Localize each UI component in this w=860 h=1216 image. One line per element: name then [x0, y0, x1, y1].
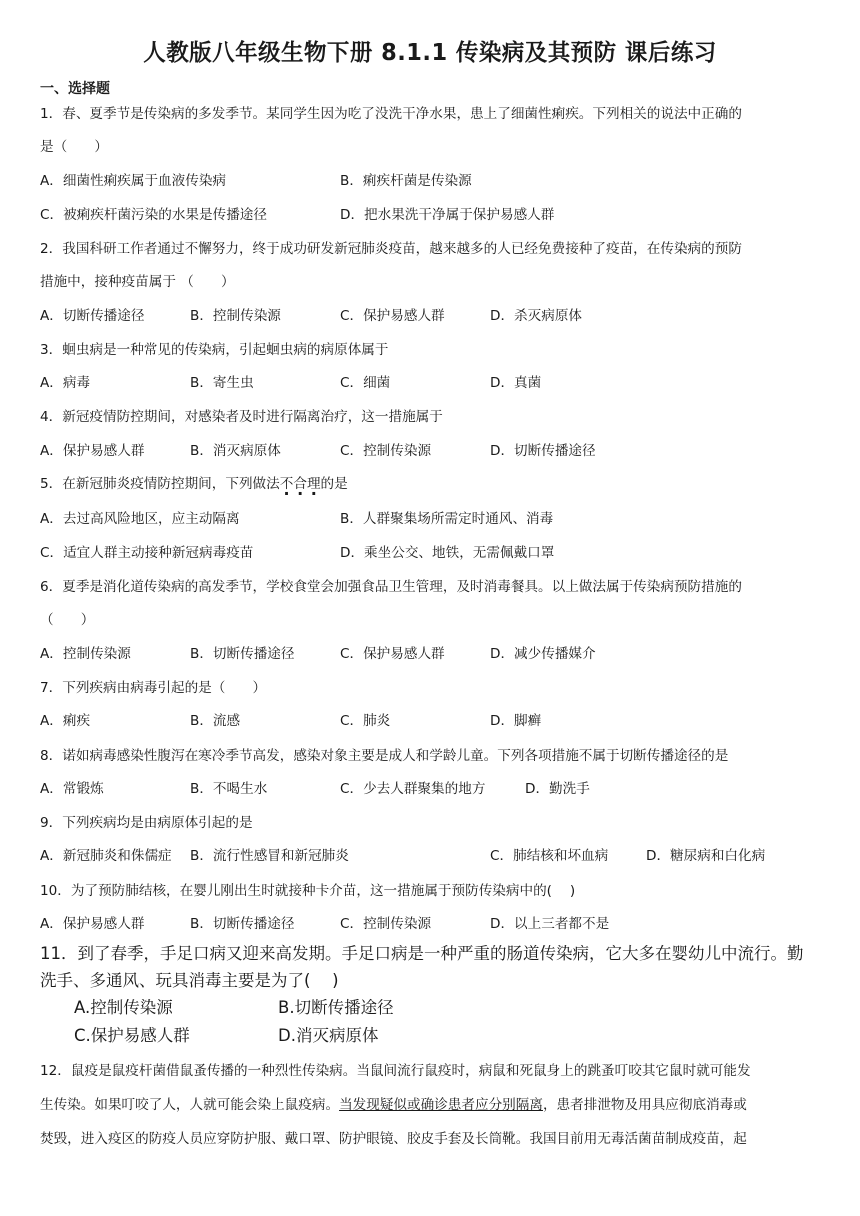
- emphasis-char: 理: [306, 476, 321, 492]
- question-11-option-d[interactable]: D.消灭病原体: [278, 1026, 379, 1045]
- question-9-stem: 9．下列疾病均是由病原体引起的是: [40, 815, 253, 831]
- question-1-option-b[interactable]: B．痢疾杆菌是传染源: [340, 173, 472, 189]
- question-9-option-d[interactable]: D．糖尿病和白化病: [646, 848, 766, 864]
- question-10-option-c[interactable]: C．控制传染源: [340, 916, 432, 932]
- question-10-option-a[interactable]: A．保护易感人群: [40, 916, 145, 932]
- question-4-option-d[interactable]: D．切断传播途径: [490, 443, 596, 459]
- question-9-option-a[interactable]: A．新冠肺炎和侏儒症: [40, 848, 172, 864]
- question-1-option-d[interactable]: D．把水果洗干净属于保护易感人群: [340, 207, 555, 223]
- question-6-option-c[interactable]: C．保护易感人群: [340, 646, 445, 662]
- question-2-option-b[interactable]: B．控制传染源: [190, 308, 281, 324]
- question-7-option-c[interactable]: C．肺炎: [340, 713, 391, 729]
- question-8-option-b[interactable]: B．不喝生水: [190, 781, 268, 797]
- question-1-option-a[interactable]: A．细菌性痢疾属于血液传染病: [40, 173, 227, 189]
- question-3-option-d[interactable]: D．真菌: [490, 375, 542, 391]
- question-2-stem-cont: 措施中，接种疫苗属于 （ ）: [40, 274, 235, 290]
- question-3-option-b[interactable]: B．寄生虫: [190, 375, 254, 391]
- question-11-stem: 11．到了春季，手足口病又迎来高发期。手足口病是一种严重的肠道传染病，它大多在婴幼儿中流行。勤: [40, 944, 804, 963]
- question-3-option-a[interactable]: A．病毒: [40, 375, 91, 391]
- question-7-stem: 7．下列疾病由病毒引起的是（ ）: [40, 680, 267, 696]
- section-heading: 一、选择题: [40, 81, 110, 97]
- question-4-option-b[interactable]: B．消灭病原体: [190, 443, 281, 459]
- question-3-stem: 3．蛔虫病是一种常见的传染病，引起蛔虫病的病原体属于: [40, 342, 389, 358]
- question-6-stem-cont: （ ）: [40, 612, 95, 628]
- question-3-option-c[interactable]: C．细菌: [340, 375, 391, 391]
- question-1-stem-cont: 是（ ）: [40, 139, 108, 155]
- question-11-option-a[interactable]: A.控制传染源: [74, 998, 173, 1017]
- question-5-stem-text: 5．在新冠肺炎疫情防控期间，下列做法: [40, 476, 280, 492]
- question-2-option-a[interactable]: A．切断传播途径: [40, 308, 145, 324]
- question-4-option-c[interactable]: C．控制传染源: [340, 443, 432, 459]
- question-5-option-d[interactable]: D．乘坐公交、地铁，无需佩戴口罩: [340, 545, 555, 561]
- emphasis-char: 不: [279, 476, 294, 492]
- question-8-stem: 8．诺如病毒感染性腹泻在寒冷季节高发，感染对象主要是成人和学龄儿童。下列各项措施不属于切断传播途径的是: [40, 748, 729, 764]
- question-10-option-b[interactable]: B．切断传播途径: [190, 916, 295, 932]
- question-2-stem: 2．我国科研工作者通过不懈努力，终于成功研发新冠肺炎疫苗，越来越多的人已经免费接种了疫苗，在传染病的预防: [40, 241, 742, 257]
- question-6-stem: 6．夏季是消化道传染病的高发季节，学校食堂会加强食品卫生管理，及时消毒餐具。以上做法属于传染病预防措施的: [40, 579, 742, 595]
- question-1-stem: 1．春、夏季节是传染病的多发季节。某同学生因为吃了没洗干净水果，患上了细菌性痢疾。下列相关的说法中正确的: [40, 106, 742, 122]
- question-8-option-a[interactable]: A．常锻炼: [40, 781, 104, 797]
- emphasis-char: 合: [293, 476, 307, 492]
- question-8-option-d[interactable]: D．勤洗手: [525, 781, 590, 797]
- question-9-option-b[interactable]: B．流行性感冒和新冠肺炎: [190, 848, 349, 864]
- question-7-option-d[interactable]: D．脚癣: [490, 713, 542, 729]
- question-5-option-a[interactable]: A．去过高风险地区，应主动隔离: [40, 511, 240, 527]
- question-2-option-d[interactable]: D．杀灭病原体: [490, 308, 583, 324]
- question-5-option-b[interactable]: B．人群聚集场所需定时通风、消毒: [340, 511, 554, 527]
- underlined-phrase: 当发现疑似或确诊患者应分别隔离: [339, 1097, 543, 1113]
- question-5-stem-end: 的是: [320, 476, 348, 492]
- question-1-option-c[interactable]: C．被痢疾杆菌污染的水果是传播途径: [40, 207, 267, 223]
- question-9-option-c[interactable]: C．肺结核和坏血病: [490, 848, 609, 864]
- question-11-option-c[interactable]: C.保护易感人群: [74, 1026, 190, 1045]
- question-2-option-c[interactable]: C．保护易感人群: [340, 308, 445, 324]
- question-7-option-a[interactable]: A．痢疾: [40, 713, 91, 729]
- question-12-stem-cont: [40, 1096, 747, 1116]
- question-7-option-b[interactable]: B．流感: [190, 713, 241, 729]
- question-6-option-b[interactable]: B．切断传播途径: [190, 646, 295, 662]
- question-11-stem-cont: 洗手、多通风、玩具消毒主要是为了( ): [40, 971, 339, 990]
- question-8-option-c[interactable]: C．少去人群聚集的地方: [340, 781, 486, 797]
- question-6-option-d[interactable]: D．减少传播媒介: [490, 646, 596, 662]
- question-11-option-b[interactable]: B.切断传播途径: [278, 998, 394, 1017]
- question-10-option-d[interactable]: D．以上三者都不是: [490, 916, 610, 932]
- question-4-stem: 4．新冠疫情防控期间，对感染者及时进行隔离治疗，这一措施属于: [40, 409, 443, 425]
- question-12-text-end: ，患者排泄物及用具应彻底消毒或: [542, 1097, 747, 1113]
- page-title: 人教版八年级生物下册 8.1.1 传染病及其预防 课后练习: [143, 40, 717, 66]
- question-12-stem: 12．鼠疫是鼠疫杆菌借鼠蚤传播的一种烈性传染病。当鼠间流行鼠疫时，病鼠和死鼠身上的跳蚤叮咬其它鼠时就可能发: [40, 1063, 751, 1079]
- question-5-stem: [40, 475, 348, 495]
- question-6-option-a[interactable]: A．控制传染源: [40, 646, 131, 662]
- question-5-option-c[interactable]: C．适宜人群主动接种新冠病毒疫苗: [40, 545, 254, 561]
- question-4-option-a[interactable]: A．保护易感人群: [40, 443, 145, 459]
- question-12-text: 生传染。如果叮咬了人，人就可能会染上鼠疫病。: [40, 1097, 340, 1113]
- question-12-stem-cont2: 焚毁，进入疫区的防疫人员应穿防护服、戴口罩、防护眼镜、胶皮手套及长筒靴。我国目前用无毒活菌苗制成疫苗，起: [40, 1131, 747, 1147]
- question-10-stem: 10．为了预防肺结核，在婴儿刚出生时就接种卡介苗，这一措施属于预防传染病中的( ): [40, 883, 576, 899]
